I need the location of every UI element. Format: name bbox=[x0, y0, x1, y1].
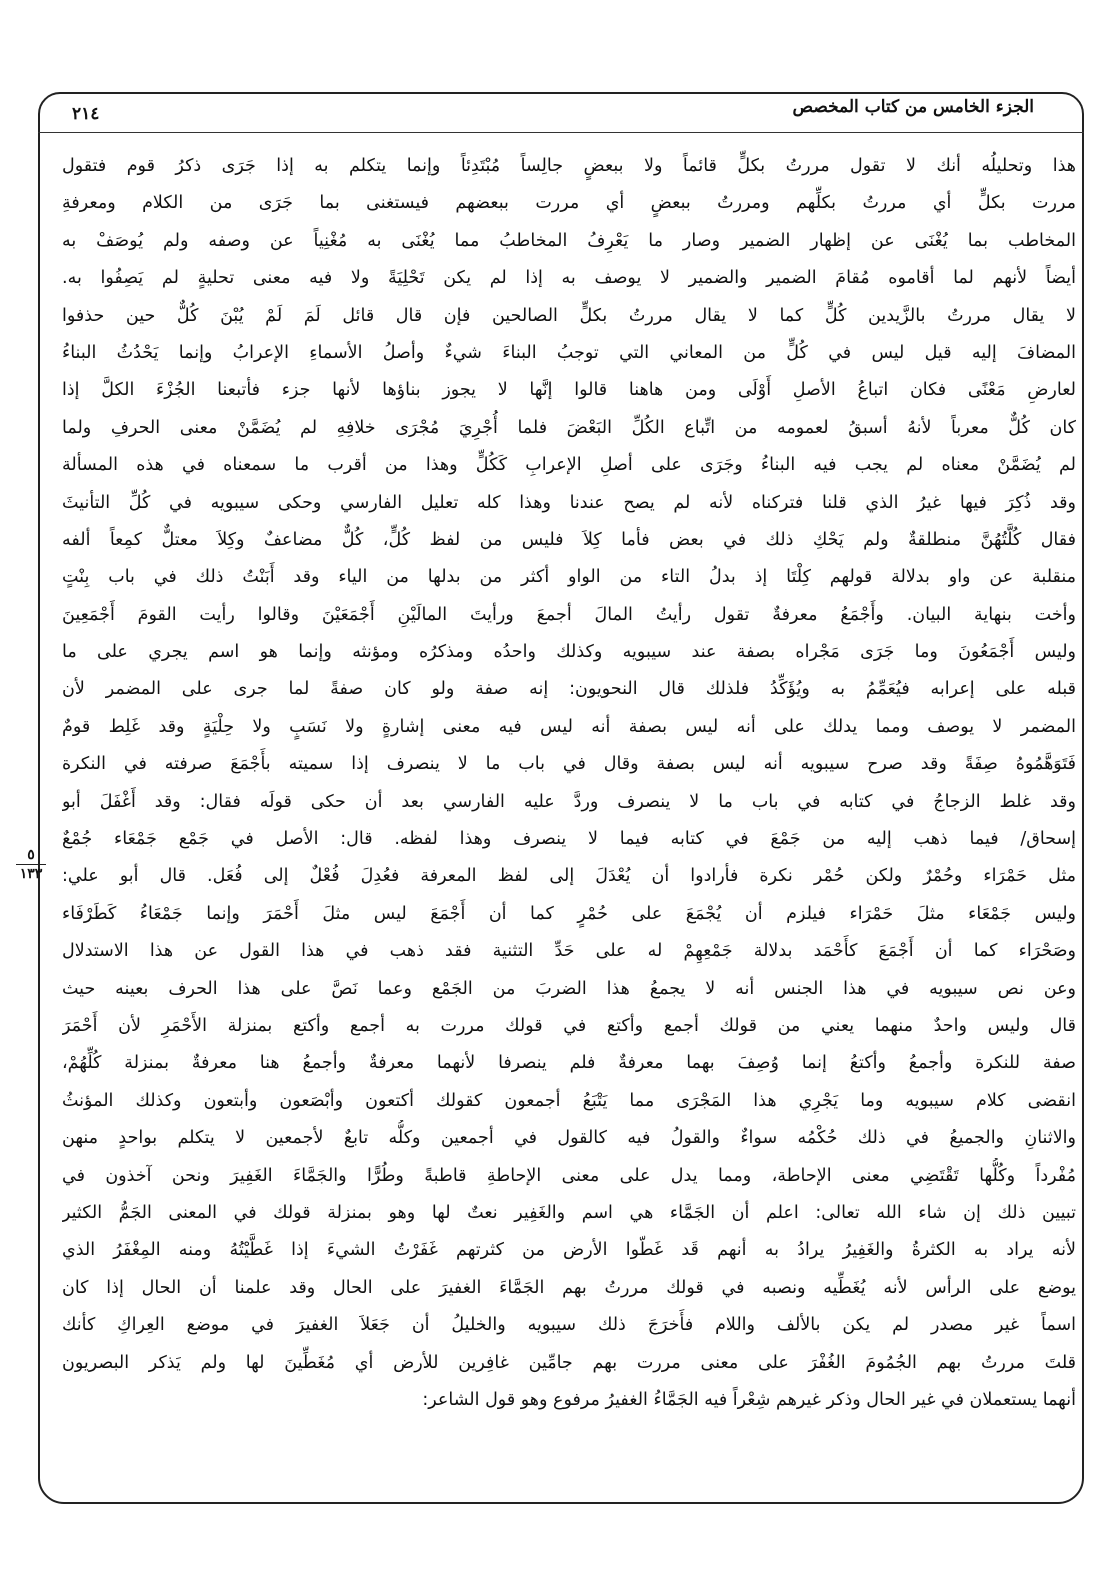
text-line: لعارضِ مَعْنًى فكان اتباعُ الأصلِ أَوْلَى ومن هاهنا قالوا إنَّها لا يجوز بناؤها لأنها جزء فأتبعنا الجُزْءَ الكلَّ إذا bbox=[62, 380, 1076, 401]
text-line: تبيين ذلك إن شاء الله تعالى: اعلم أن الجَمَّاء هي اسم والغَفِير نعتٌ لها وهو بمنزلة قولك في المعنى الجَمُّ الكثير bbox=[62, 1202, 1076, 1223]
text-line: قلتَ مررتُ بهم الجُمُومَ الغُفْرَ على معنى مررت بهم جامِّين غافِرين للأرض أي مُغَطِّينَ لها ولم يَذكر البصريون bbox=[62, 1352, 1076, 1373]
text-line: وقد غلط الزجاجُ في كتابه في باب ما لا ينصرف وردَّ عليه الفارسي بعد أن حكى قولَه فقال: وقد أَغْفَلَ أبو bbox=[62, 791, 1076, 812]
text-line: إسحاق/ فيما ذهب إليه من جَمْعَ في كتابه فيما لا ينصرف وهذا لفظه. قال: الأصل في جَمْع جَمْعَاء جُمْعٌ bbox=[62, 829, 1076, 850]
text-line: المضمر لا يوصف ومما يدلك على أنه ليس بصفة أنه ليس فيه معنى إشارةٍ ولا نَسَبٍ ولا حِلْيَةٍ وقد غَلِط قومٌ bbox=[62, 716, 1076, 737]
header-rule bbox=[38, 132, 1084, 133]
text-line: اسماً غير مصدر لم يكن بالألف واللام فأَخرَجَ ذلك سيبويه والخليلُ أن جَعَلاَ الغفيرَ في موضع العِراكِ كأنك bbox=[62, 1315, 1076, 1336]
text-line: صفة للنكرة وأجمعُ وأكتعُ إنما وُصِفَ بهما معرفةٌ فلم ينصرفا لأنهما معرفةٌ وأجمعُ هنا معرفةٌ بمنزلة كُلِّهُمْ، bbox=[62, 1053, 1076, 1074]
text-line: والاثنانِ والجميعُ في ذلك حُكْمُه سواءٌ والقولُ فيه كالقول في أجمعين وكلُّه تابعٌ لأجمعين لا يتكلم بواحدٍ منهن bbox=[62, 1128, 1076, 1149]
text-line: انقضى كلام سيبويه وما يَجْرِي هذا المَجْرَى مما يَتْبَعُ أجمعون كقولك أكتعون وأبْصَعون وأبتعون وكذلك المؤنثُ bbox=[62, 1090, 1076, 1111]
body-text bbox=[62, 148, 1076, 1419]
text-line: أيضاً لأنهم لما أقاموه مُقامَ الضمير والضمير لا يوصف به إذا لم يكن تَحْلِيَةً ولا فيه معنى تحليةٍ لم يَصِفُوا به. bbox=[62, 268, 1076, 289]
running-title: الجزء الخامس من كتاب المخصص bbox=[792, 97, 1034, 117]
text-line: قبله على إعرابه فيُعَمِّمُ به ويُؤَكِّدُ فلذلك قال النحويون: إنه صفة ولو كان صفةً لما جرى على المضمر لأن bbox=[62, 679, 1076, 700]
text-line: وليس جَمْعَاء مثلَ حَمْرَاء فيلزم أن يُجْمَعَ على حُمْرٍ كما أن أَجْمَعَ ليس مثلَ أَحْمَرَ وإنما جَمْعَاءُ كَطَرْفَاء bbox=[62, 903, 1076, 924]
text-line: وليس أَجْمَعُونَ وما جَرَى مَجْراه بصفة عند سيبويه وكذلك واحدُه ومذكرُه ومؤنثه وإنما هو اسم يجري على ما bbox=[62, 642, 1076, 663]
text-line: يوضع على الرأس لأنه يُغَطِّيه ونصبه في قولك مررتُ بهم الجَمَّاءَ الغفيرَ على الحال وقد علمنا أن الحال إذا كان bbox=[62, 1277, 1076, 1298]
text-line: المضافَ إليه قيل ليس في كُلٍّ من المعاني التي توجبُ البناءَ شيءٌ وأصلُ الأسماءِ الإعرابُ وإنما يَحْدُثُ البناءُ bbox=[62, 342, 1076, 363]
text-line: لأنه يراد به الكثرةُ والغَفِيرُ يرادُ به أنهم قَد غَطّوا الأرض من كثرتهم غَفَرْتُ الشيءَ إذا غَطَّيْتُهُ ومنه المِغْفَرُ الذي bbox=[62, 1240, 1076, 1261]
text-line: كان كُلٌّ معرباً لأنهُ أسبقُ لعمومه من اتِّباع الكُلِّ البَعْضَ فلما أُجْرِيَ مُجْرَى خلافِهِ لم يُضَمَّنْ معنى الحرفِ ولما bbox=[62, 417, 1076, 438]
margin-note-divider bbox=[16, 864, 46, 865]
text-line: وعن نص سيبويه في هذا الجنس أنه لا يجمعُ هذا الضربَ من الجَمْع وعما نَصَّ على هذا الحرف بعينه حيث bbox=[62, 978, 1076, 999]
text-line: هذا وتحليلُه أنك لا تقول مررتُ بكلٍّ قائماً ولا ببعضٍ جالِساً مُبْتَدِئاً وإنما يتكلم به إذا جَرَى ذكرُ قوم فتقول bbox=[62, 156, 1076, 176]
text-line: مُفْرداً وكُلُّها تَقْتَضِي معنى الإحاطة، ومما يدل على معنى الإحاطةِ قاطبةً وطُرًّا والجَمَّاءَ الغَفِيرَ ونحن آخذون في bbox=[62, 1165, 1076, 1186]
text-line: المخاطب بما يُغْنَى عن إظهار الضمير وصار ما يَعْرِفُ المخاطبُ مما يُغْنَى به مُغْنِياً عن وصفه ولم يُوصَفْ به bbox=[62, 230, 1076, 251]
text-line: لا يقال مررتُ بالزَّيدين كُلٍّ كما لا يقال مررتُ بكلٍّ الصالحين فإن قال قائل لَمَ لَمْ يُبْنَ كُلٌّ حين حذفوا bbox=[62, 305, 1076, 326]
text-line: فَتَوَهَّمُوهُ صِفَةً وقد صرح سيبويه أنه ليس بصفة وقال في باب ما لا ينصرف إذا سميته بأَجْمَعَ صرفته في النكرة bbox=[62, 754, 1076, 775]
text-line: مثل حَمْرَاء وحُمْرٌ ولكن حُمْر نكرة فأرادوا أن يُعْدَلَ إلى لفظ المعرفة فعُدِلَ فُعْلٌ إلى فُعَل. قال أبو علي: bbox=[62, 866, 1076, 887]
text-line: وأخت بنهاية البيان. وأَجْمَعُ معرفةٌ تقول رأيتُ المالَ أجمعَ ورأيتَ المالَيْنِ أَجْمَعَيْنَ وقالوا رأيت القومَ أَجْمَعِينَ bbox=[62, 604, 1076, 625]
text-line: قال وليس واحدٌ منهما يعني من قولك أجمع وأكتع في قولك مررت به أجمع وأكتع بمنزلة الأَحْمَرِ لأن أَحْمَرَ bbox=[62, 1015, 1076, 1036]
margin-note-bottom: ١٣٣ bbox=[19, 866, 43, 882]
page-number: ٢١٤ bbox=[72, 104, 100, 124]
margin-note bbox=[16, 848, 46, 881]
text-line: أنهما يستعملان في غير الحال وذكر غيرهم شِعْراً فيه الجَمَّاءُ الغفيرُ مرفوع وهو قول الشاعر: bbox=[422, 1389, 1076, 1410]
text-line: لم يُضَمَّنْ معناه لم يجب فيه البناءُ وجَرَى على أصلِ الإعرابِ كَكُلٍّ وهذا من أقرب ما سمعناه في هذه المسألة bbox=[62, 455, 1076, 476]
text-line: فقال كُلَّتُهُنَّ منطلقةٌ ولم يَحْكِ ذلك في بعض فأما كِلاَ فليس من لفظ كُلٍّ، كُلٌّ مضاعفٌ وكِلاَ معتلٌّ كمِعاً ألفه bbox=[62, 529, 1076, 550]
margin-note-top: ٥ bbox=[27, 847, 35, 863]
text-line: وقد ذُكِرَ فيها غيرُ الذي قلنا فتركناه لأنه لم يصح عندنا وهذا كله تعليل الفارسي وحكى سيبويه في كُلِّ التأنيثَ bbox=[62, 492, 1076, 513]
text-line: مررت بكلٍّ أي مررتُ بكلِّهم ومررتُ ببعضٍ أي مررت ببعضهم فيستغنى بما جَرَى من الكلام ومعرفةِ bbox=[62, 193, 1076, 214]
text-line: وصَحْرَاء كما أن أَجْمَعَ كأَحْمَد بدلالة جَمْعِهِمْ له على حَدِّ التثنية فقد ذهب في هذا القول عن هذا الاستدلال bbox=[62, 941, 1076, 962]
text-line: منقلبة عن واو بدلالة قولهم كِلْتَا إذ بدلُ التاء من الواو أكثر من بدلها من الياء وقد أَبَنْتُ ذلك في باب بِنْتٍ bbox=[62, 567, 1076, 588]
